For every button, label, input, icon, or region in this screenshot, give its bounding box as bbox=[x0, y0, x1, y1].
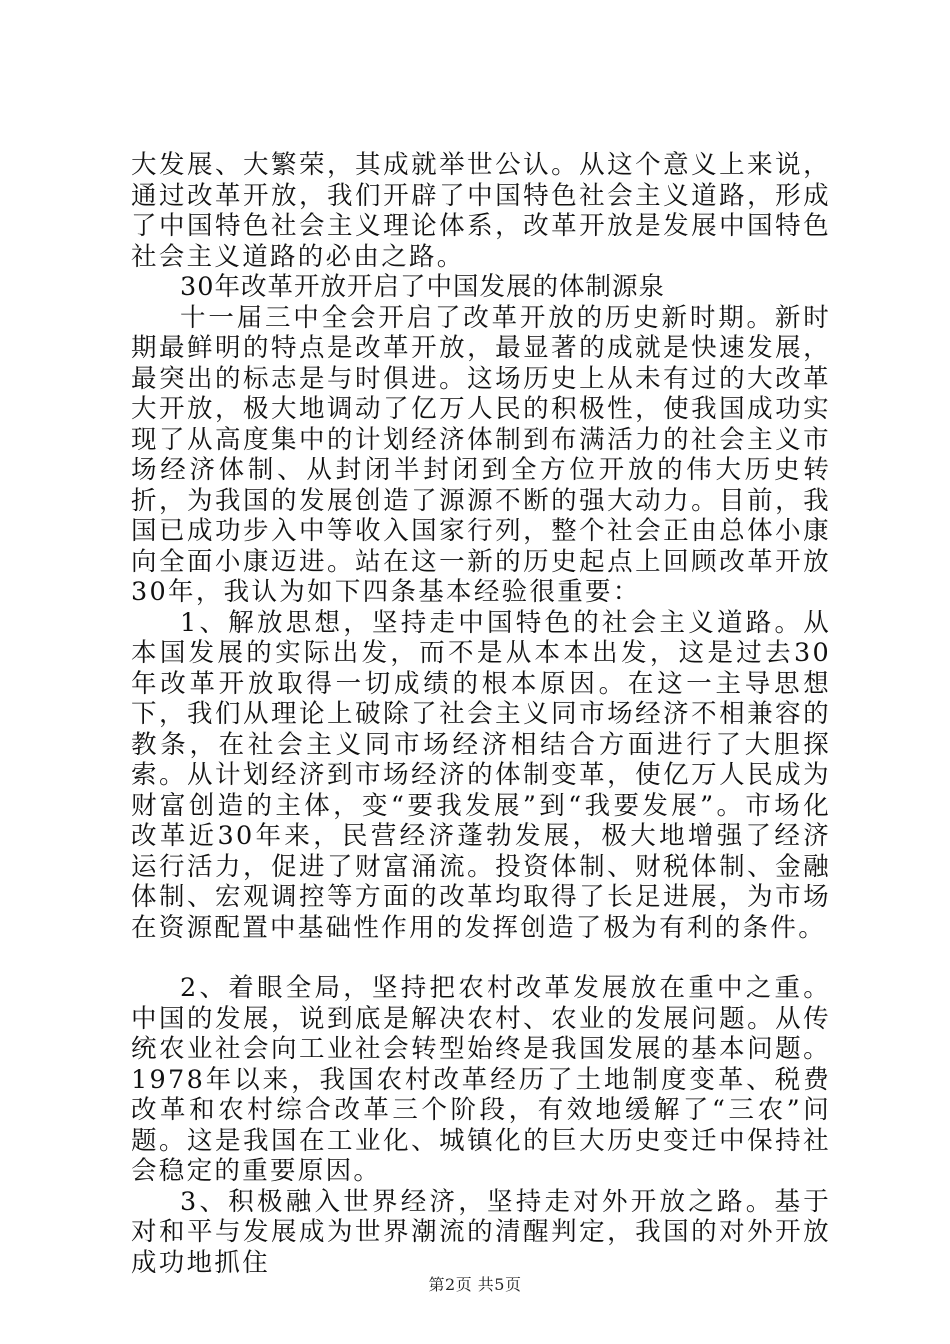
paragraph-reform-overview: 十一届三中全会开启了改革开放的历史新时期。新时期最鲜明的特点是改革开放，最显著的成就是快速发展，最突出的标志是与时俱进。这场历史上从未有过的大改革大开放，极大地调动了亿万人民的积极性，使我国成功实现了从高度集中的计划经济体制到布满活力的社会主义市场经济体制、从封闭半封闭到全方位开放的伟大历史转折，为我国的发展创造了源源不断的强大动力。目前，我国已成功步入中等收入国家行列，整个社会正由总体小康向全面小康迈进。站在这一新的历史起点上回顾改革开放30年，我认为如下四条基本经验很重要： bbox=[131, 302, 831, 607]
document-body bbox=[131, 150, 831, 1278]
paragraph-point-1: 1、解放思想，坚持走中国特色的社会主义道路。从本国发展的实际出发，而不是从本本出发，这是过去30年改革开放取得一切成绩的根本原因。在这一主导思想下，我们从理论上破除了社会主义同市场经济不相兼容的教条，在社会主义同市场经济相结合方面进行了大胆探索。从计划经济到市场经济的体制变革，使亿万人民成为财富创造的主体，变“要我发展”到“我要发展”。市场化改革近30年来，民营经济蓬勃发展，极大地增强了经济运行活力，促进了财富涌流。投资体制、财税体制、金融体制、宏观调控等方面的改革均取得了长足进展，为市场在资源配置中基础性作用的发挥创造了极为有利的条件。 bbox=[131, 607, 831, 943]
page-number-footer: 第2页 共5页 bbox=[428, 1275, 522, 1294]
section-heading: 30年改革开放开启了中国发展的体制源泉 bbox=[180, 272, 665, 302]
paragraph-point-3: 3、积极融入世界经济，坚持走对外开放之路。基于对和平与发展成为世界潮流的清醒判定，我国的对外开放成功地抓住 bbox=[131, 1186, 831, 1278]
paragraph-gap bbox=[131, 943, 831, 973]
paragraph-intro: 大发展、大繁荣，其成就举世公认。从这个意义上来说，通过改革开放，我们开辟了中国特色社会主义道路，形成了中国特色社会主义理论体系，改革开放是发展中国特色社会主义道路的必由之路。 bbox=[131, 150, 831, 272]
paragraph-point-2: 2、着眼全局，坚持把农村改革发展放在重中之重。中国的发展，说到底是解决农村、农业的发展问题。从传统农业社会向工业社会转型始终是我国发展的基本问题。1978年以来，我国农村改革经历了土地制度变革、税费改革和农村综合改革三个阶段，有效地缓解了“三农”问题。这是我国在工业化、城镇化的巨大历史变迁中保持社会稳定的重要原因。 bbox=[131, 973, 831, 1186]
